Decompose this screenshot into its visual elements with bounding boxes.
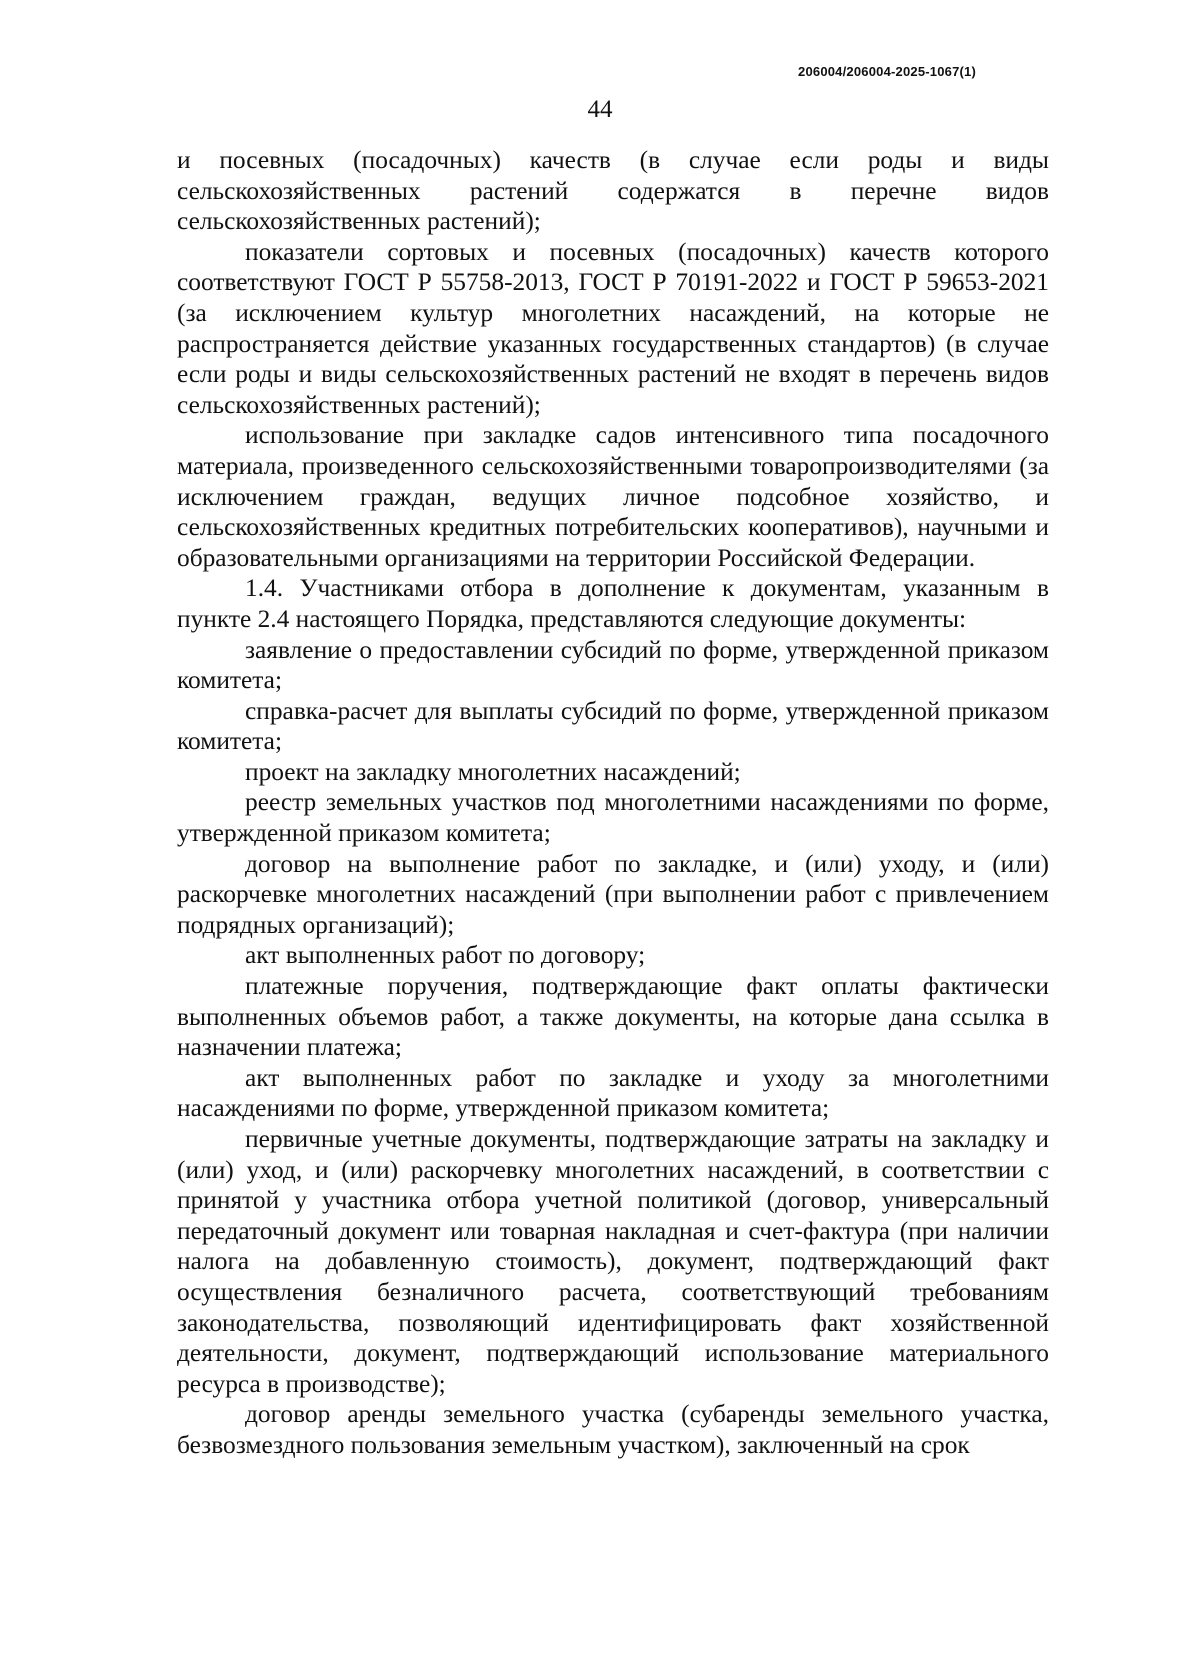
paragraph: первичные учетные документы, подтверждающие затраты на закладку и (или) уход, и (или) раскорчевку многолетних насаждений, в соответствии с принятой у участника отбора учетной политикой (договор, универсальный передаточный документ или товарная накладная и счет-фактура (при наличии налога на добавленную стоимость), документ, подтверждающий факт осуществления безналичного расчета, соответствующий требованиям законодательства, позволяющий идентифицировать факт хозяйственной деятельности, документ, подтверждающий использование материального ресурса в производстве);	[177, 1125, 1049, 1398]
paragraph: проект на закладку многолетних насаждений;	[245, 757, 741, 786]
paragraph: договор аренды земельного участка (субаренды земельного участка, безвозмездного пользования земельным участком), заключенный на срок	[177, 1400, 1049, 1459]
paragraph: 1.4. Участниками отбора в дополнение к документам, указанным в пункте 2.4 настоящего Порядка, представляются следующие документы:	[177, 574, 1049, 633]
paragraph: показатели сортовых и посевных (посадочных) качеств которого соответствуют ГОСТ Р 55758-2013, ГОСТ Р 70191-2022 и ГОСТ Р 59653-2021 (за исключением культур многолетних насаждений, на которые не распространяется действие указанных государственных стандартов) (в случае если роды и виды сельскохозяйственных растений не входят в перечень видов сельскохозяйственных растений);	[177, 237, 1049, 419]
page-number: 44	[587, 96, 613, 123]
paragraph: платежные поручения, подтверждающие факт оплаты фактически выполненных объемов работ, а также документы, на которые дана ссылка в назначении платежа;	[177, 972, 1049, 1062]
document-body	[177, 145, 1049, 1461]
paragraph: использование при закладке садов интенсивного типа посадочного материала, произведенного сельскохозяйственными товаропроизводителями (за исключением граждан, ведущих личное подсобное хозяйство, и сельскохозяйственных кредитных потребительских кооперативов), научными и образовательными организациями на территории Российской Федерации.	[177, 421, 1049, 572]
paragraph: реестр земельных участков под многолетними насаждениями по форме, утвержденной приказом комитета;	[177, 788, 1049, 848]
paragraph: заявление о предоставлении субсидий по форме, утвержденной приказом комитета;	[177, 635, 1049, 695]
paragraph: акт выполненных работ по закладке и уходу за многолетними насаждениями по форме, утвержденной приказом комитета;	[177, 1063, 1049, 1123]
paragraph: договор на выполнение работ по закладке, и (или) уходу, и (или) раскорчевке многолетних насаждений (при выполнении работ с привлечением подрядных организаций);	[177, 849, 1049, 939]
paragraph: справка-расчет для выплаты субсидий по форме, утвержденной приказом комитета;	[177, 696, 1049, 756]
document-id: 206004/206004-2025-1067(1)	[798, 64, 976, 79]
paragraph: акт выполненных работ по договору;	[245, 941, 646, 970]
paragraph: и посевных (посадочных) качеств (в случае если роды и виды сельскохозяйственных растений содержатся в перечне видов сельскохозяйственных растений);	[177, 146, 1049, 236]
